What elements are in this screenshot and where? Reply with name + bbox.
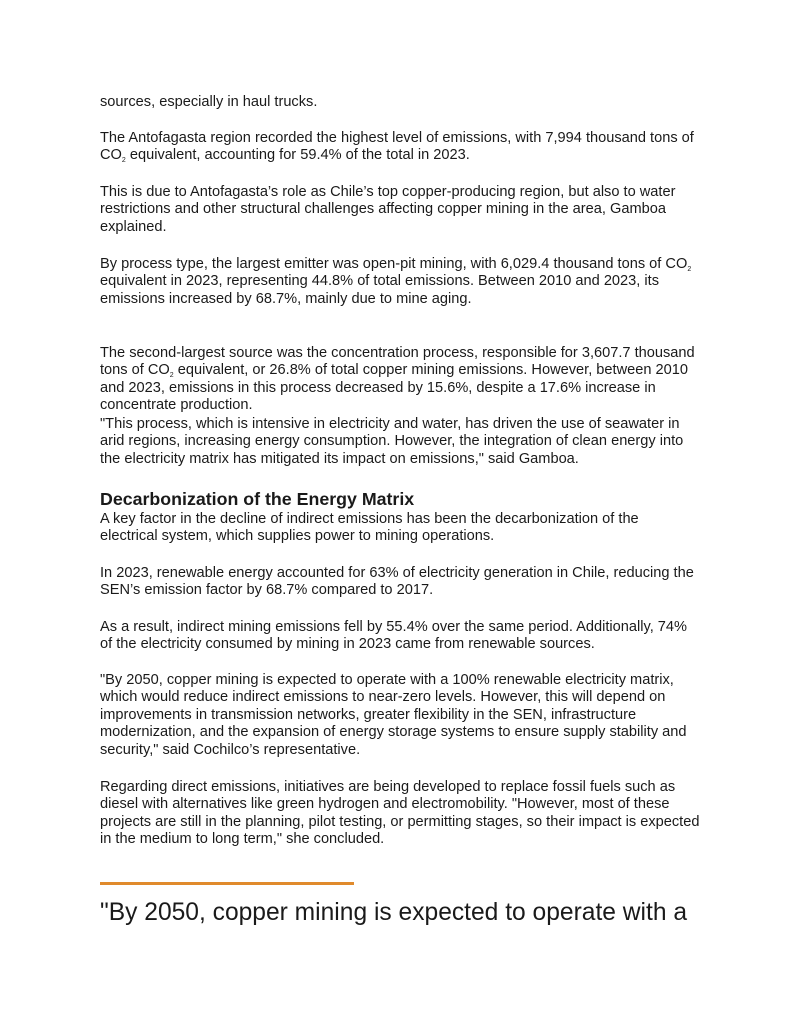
paragraph-7: In 2023, renewable energy accounted for 63% of electricity generation in Chile, reducing the SEN’s emission factor by 68.7% compared to 2017. — [100, 565, 694, 599]
paragraph-6: A key factor in the decline of indirect emissions has been the decarbonization of the electrical system, which supplies power to mining operations. — [100, 511, 639, 545]
paragraph-4 — [100, 345, 700, 415]
paragraph-0: sources, especially in haul trucks. — [100, 94, 318, 110]
co2-subscript: 2 — [121, 157, 126, 165]
paragraph-4-text-b: equivalent, or 26.8% of total copper mining emissions. However, between 2010 and 2023, emissions in this process decreased by 15.6%, despite a 17.6% increase in concentrate production. — [100, 362, 688, 414]
paragraph-4-text-a: The second-largest source was the concentration process, responsible for 3,607.7 thousand tons of CO — [100, 345, 695, 379]
paragraph-1-text-b: equivalent, accounting for 59.4% of the total in 2023. — [125, 147, 470, 164]
co2-subscript: 2 — [687, 266, 692, 273]
paragraph-2: This is due to Antofagasta’s role as Chile’s top copper-producing region, but also to water restrictions and other structural challenges affecting copper mining in the area, Gamboa explained. — [100, 184, 676, 235]
paragraph-5: "This process, which is intensive in electricity and water, has driven the use of seawater in arid regions, increasing energy consumption. However, the integration of clean energy into the electricity matrix has mitigated its impact on emissions," said Gamboa. — [100, 416, 684, 467]
paragraph-8: As a result, indirect mining emissions fell by 55.4% over the same period. Additionally, 74% of the electricity consumed by mining in 2023 came from renewable sources. — [100, 619, 688, 653]
paragraph-3-text-b: equivalent in 2023, representing 44.8% of total emissions. Between 2010 and 2023, its emissions increased by 68.7%, mainly due to mine aging. — [100, 273, 659, 307]
paragraph-3 — [100, 256, 700, 308]
co2-subscript: 2 — [169, 372, 174, 380]
pull-quote: "By 2050, copper mining is expected to operate with a — [100, 899, 688, 926]
paragraph-1-text-a: The Antofagasta region recorded the highest level of emissions, with 7,994 thousand tons of CO — [100, 130, 694, 164]
paragraph-1 — [100, 130, 700, 165]
paragraph-3-text-a: By process type, the largest emitter was open-pit mining, with 6,029.4 thousand tons of CO — [100, 256, 688, 272]
paragraph-9: "By 2050, copper mining is expected to operate with a 100% renewable electricity matrix, which would reduce indirect emissions to near-zero levels. However, this will depend on improvements in transmission networks, greater flexibility in the SEN, infrastructure modernization, and the expansion of energy storage systems to ensure supply stability and security," said Cochilco’s representative. — [100, 672, 687, 758]
section-heading: Decarbonization of the Energy Matrix — [100, 489, 415, 509]
pull-quote-rule — [100, 882, 354, 885]
paragraph-10: Regarding direct emissions, initiatives are being developed to replace fossil fuels such as diesel with alternatives like green hydrogen and electromobility. "However, most of these projects are still in the planning, pilot testing, or permitting stages, so their impact is expected in the medium to long term," she concluded. — [100, 779, 700, 848]
